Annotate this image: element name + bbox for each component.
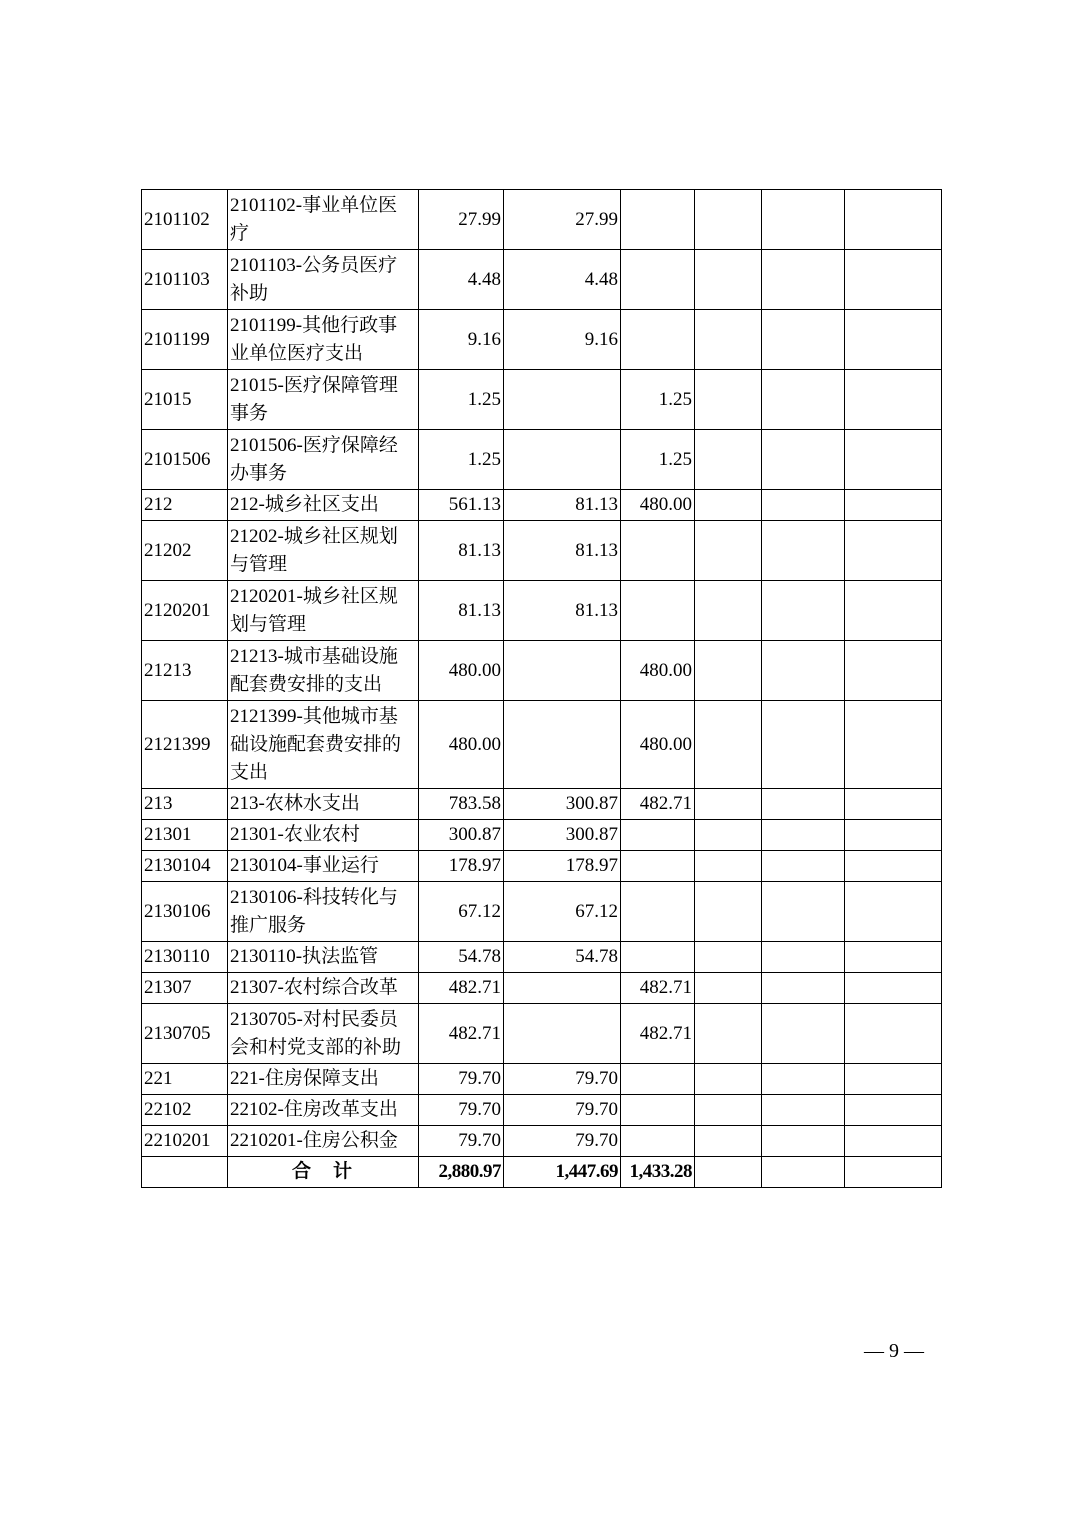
row-basic: 300.87 — [504, 820, 621, 851]
row-name: 2121399-其他城市基础设施配套费安排的支出 — [228, 701, 419, 789]
row-col6 — [845, 942, 942, 973]
row-total: 79.70 — [419, 1126, 504, 1157]
row-basic: 79.70 — [504, 1095, 621, 1126]
row-col5 — [762, 641, 845, 701]
row-col4 — [695, 882, 762, 942]
row-col4 — [695, 190, 762, 250]
row-total: 783.58 — [419, 789, 504, 820]
row-name: 21213-城市基础设施配套费安排的支出 — [228, 641, 419, 701]
row-project: 480.00 — [621, 490, 695, 521]
total-amount: 2,880.97 — [419, 1157, 504, 1188]
row-total: 300.87 — [419, 820, 504, 851]
row-basic: 81.13 — [504, 490, 621, 521]
table-row — [142, 521, 942, 581]
row-col6 — [845, 851, 942, 882]
row-name: 21307-农村综合改革 — [228, 973, 419, 1004]
total-label: 合计 — [228, 1157, 419, 1188]
row-project — [621, 310, 695, 370]
row-total: 79.70 — [419, 1064, 504, 1095]
row-basic: 81.13 — [504, 521, 621, 581]
row-total: 482.71 — [419, 1004, 504, 1064]
row-total: 178.97 — [419, 851, 504, 882]
row-col5 — [762, 581, 845, 641]
row-total: 561.13 — [419, 490, 504, 521]
row-col6 — [845, 701, 942, 789]
row-col4 — [695, 250, 762, 310]
row-name: 2120201-城乡社区规划与管理 — [228, 581, 419, 641]
total-col6 — [845, 1157, 942, 1188]
row-code: 2210201 — [142, 1126, 228, 1157]
table-row — [142, 641, 942, 701]
row-col6 — [845, 310, 942, 370]
row-project — [621, 1126, 695, 1157]
table-row — [142, 1095, 942, 1126]
row-col5 — [762, 1064, 845, 1095]
row-basic — [504, 701, 621, 789]
row-name: 221-住房保障支出 — [228, 1064, 419, 1095]
row-col6 — [845, 973, 942, 1004]
row-total: 482.71 — [419, 973, 504, 1004]
row-name: 2130104-事业运行 — [228, 851, 419, 882]
row-col4 — [695, 641, 762, 701]
table-row — [142, 1126, 942, 1157]
row-project — [621, 820, 695, 851]
row-project: 482.71 — [621, 789, 695, 820]
row-total: 79.70 — [419, 1095, 504, 1126]
row-code: 213 — [142, 789, 228, 820]
row-col6 — [845, 882, 942, 942]
row-total: 27.99 — [419, 190, 504, 250]
row-project — [621, 190, 695, 250]
row-code: 2130106 — [142, 882, 228, 942]
row-col4 — [695, 430, 762, 490]
row-code: 2101102 — [142, 190, 228, 250]
row-basic — [504, 430, 621, 490]
row-col6 — [845, 581, 942, 641]
row-name: 2130705-对村民委员会和村党支部的补助 — [228, 1004, 419, 1064]
row-col5 — [762, 1095, 845, 1126]
table-row — [142, 789, 942, 820]
row-col6 — [845, 820, 942, 851]
row-project: 480.00 — [621, 641, 695, 701]
row-basic: 54.78 — [504, 942, 621, 973]
row-basic: 178.97 — [504, 851, 621, 882]
row-name: 2101199-其他行政事业单位医疗支出 — [228, 310, 419, 370]
row-basic: 79.70 — [504, 1126, 621, 1157]
row-col6 — [845, 430, 942, 490]
row-col5 — [762, 1126, 845, 1157]
row-basic: 67.12 — [504, 882, 621, 942]
table-row — [142, 973, 942, 1004]
row-basic: 9.16 — [504, 310, 621, 370]
total-code — [142, 1157, 228, 1188]
row-col4 — [695, 1095, 762, 1126]
row-basic — [504, 641, 621, 701]
row-project — [621, 581, 695, 641]
table-row — [142, 882, 942, 942]
row-total: 480.00 — [419, 701, 504, 789]
row-col4 — [695, 521, 762, 581]
row-col6 — [845, 190, 942, 250]
row-col4 — [695, 942, 762, 973]
total-col4 — [695, 1157, 762, 1188]
row-col6 — [845, 1064, 942, 1095]
row-name: 2101103-公务员医疗补助 — [228, 250, 419, 310]
table-row — [142, 490, 942, 521]
total-basic: 1,447.69 — [504, 1157, 621, 1188]
table-row — [142, 820, 942, 851]
row-project — [621, 521, 695, 581]
table-row — [142, 581, 942, 641]
row-code: 21213 — [142, 641, 228, 701]
table-row — [142, 942, 942, 973]
row-total: 480.00 — [419, 641, 504, 701]
budget-table — [141, 189, 942, 1188]
row-code: 212 — [142, 490, 228, 521]
row-code: 221 — [142, 1064, 228, 1095]
row-col4 — [695, 973, 762, 1004]
row-col6 — [845, 789, 942, 820]
row-code: 2130110 — [142, 942, 228, 973]
row-col6 — [845, 1095, 942, 1126]
row-col4 — [695, 820, 762, 851]
row-total: 9.16 — [419, 310, 504, 370]
row-total: 1.25 — [419, 430, 504, 490]
row-project — [621, 851, 695, 882]
row-total: 1.25 — [419, 370, 504, 430]
row-col5 — [762, 789, 845, 820]
row-code: 2121399 — [142, 701, 228, 789]
row-col5 — [762, 190, 845, 250]
row-total: 4.48 — [419, 250, 504, 310]
total-project: 1,433.28 — [621, 1157, 695, 1188]
table-row — [142, 370, 942, 430]
table-row — [142, 430, 942, 490]
row-name: 21015-医疗保障管理事务 — [228, 370, 419, 430]
row-code: 21202 — [142, 521, 228, 581]
row-project: 482.71 — [621, 1004, 695, 1064]
row-name: 2101102-事业单位医疗 — [228, 190, 419, 250]
row-code: 2130705 — [142, 1004, 228, 1064]
row-col5 — [762, 250, 845, 310]
row-project: 482.71 — [621, 973, 695, 1004]
table-row — [142, 701, 942, 789]
row-total: 81.13 — [419, 521, 504, 581]
page-number: — 9 — — [864, 1340, 924, 1362]
row-code: 2120201 — [142, 581, 228, 641]
row-basic — [504, 1004, 621, 1064]
row-col4 — [695, 1126, 762, 1157]
row-basic — [504, 973, 621, 1004]
table-row — [142, 1004, 942, 1064]
row-project: 1.25 — [621, 370, 695, 430]
row-name: 21301-农业农村 — [228, 820, 419, 851]
row-col6 — [845, 370, 942, 430]
row-code: 2101103 — [142, 250, 228, 310]
row-col5 — [762, 430, 845, 490]
total-col5 — [762, 1157, 845, 1188]
row-col5 — [762, 851, 845, 882]
row-col6 — [845, 521, 942, 581]
row-project — [621, 1095, 695, 1126]
row-col6 — [845, 1004, 942, 1064]
row-basic: 4.48 — [504, 250, 621, 310]
row-name: 2130110-执法监管 — [228, 942, 419, 973]
row-project: 480.00 — [621, 701, 695, 789]
row-col5 — [762, 820, 845, 851]
row-code: 21301 — [142, 820, 228, 851]
row-project — [621, 250, 695, 310]
table-row — [142, 851, 942, 882]
row-code: 22102 — [142, 1095, 228, 1126]
row-basic: 81.13 — [504, 581, 621, 641]
row-total: 81.13 — [419, 581, 504, 641]
row-project — [621, 942, 695, 973]
row-col4 — [695, 581, 762, 641]
row-name: 212-城乡社区支出 — [228, 490, 419, 521]
total-row — [142, 1157, 942, 1188]
row-basic: 300.87 — [504, 789, 621, 820]
row-col5 — [762, 370, 845, 430]
row-basic — [504, 370, 621, 430]
row-name: 2210201-住房公积金 — [228, 1126, 419, 1157]
row-code: 2101506 — [142, 430, 228, 490]
row-col5 — [762, 490, 845, 521]
row-col5 — [762, 1004, 845, 1064]
row-col4 — [695, 851, 762, 882]
row-code: 21307 — [142, 973, 228, 1004]
row-project — [621, 882, 695, 942]
row-col5 — [762, 310, 845, 370]
row-code: 2101199 — [142, 310, 228, 370]
table-row — [142, 250, 942, 310]
row-code: 21015 — [142, 370, 228, 430]
row-col5 — [762, 973, 845, 1004]
row-name: 2130106-科技转化与推广服务 — [228, 882, 419, 942]
row-col5 — [762, 521, 845, 581]
row-total: 54.78 — [419, 942, 504, 973]
row-col4 — [695, 1004, 762, 1064]
row-col5 — [762, 701, 845, 789]
row-name: 21202-城乡社区规划与管理 — [228, 521, 419, 581]
row-col6 — [845, 1126, 942, 1157]
row-basic: 27.99 — [504, 190, 621, 250]
row-project: 1.25 — [621, 430, 695, 490]
row-col4 — [695, 701, 762, 789]
row-col6 — [845, 641, 942, 701]
row-col4 — [695, 490, 762, 521]
row-name: 2101506-医疗保障经办事务 — [228, 430, 419, 490]
row-col5 — [762, 942, 845, 973]
row-col4 — [695, 1064, 762, 1095]
row-col6 — [845, 250, 942, 310]
row-project — [621, 1064, 695, 1095]
row-col4 — [695, 789, 762, 820]
row-code: 2130104 — [142, 851, 228, 882]
row-col6 — [845, 490, 942, 521]
row-total: 67.12 — [419, 882, 504, 942]
row-col4 — [695, 370, 762, 430]
row-name: 22102-住房改革支出 — [228, 1095, 419, 1126]
row-col5 — [762, 882, 845, 942]
table-row — [142, 310, 942, 370]
table-row — [142, 190, 942, 250]
row-col4 — [695, 310, 762, 370]
row-name: 213-农林水支出 — [228, 789, 419, 820]
row-basic: 79.70 — [504, 1064, 621, 1095]
table-row — [142, 1064, 942, 1095]
